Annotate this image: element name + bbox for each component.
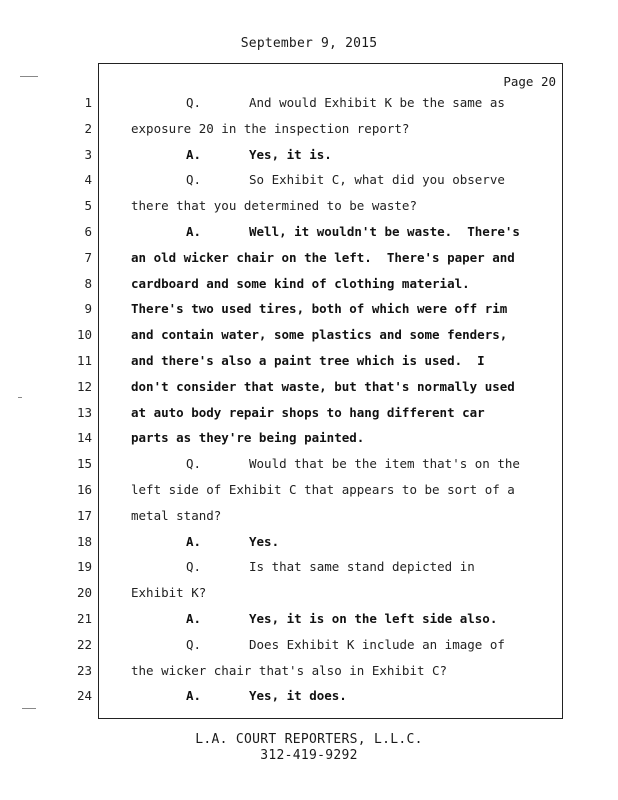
transcript-line-text: And would Exhibit K be the same as bbox=[249, 95, 505, 110]
line-number: 18 bbox=[76, 534, 92, 549]
transcript-line-text: Yes, it is. bbox=[249, 147, 332, 162]
line-number: 3 bbox=[84, 147, 92, 162]
speaker-label: Q. bbox=[186, 559, 202, 574]
speaker-label: A. bbox=[186, 534, 202, 549]
line-number: 20 bbox=[76, 585, 92, 600]
scan-speck bbox=[18, 397, 22, 398]
line-number: 9 bbox=[84, 301, 92, 316]
line-number: 16 bbox=[76, 482, 92, 497]
transcript-line-text: metal stand? bbox=[131, 508, 222, 523]
line-number: 22 bbox=[76, 637, 92, 652]
line-number: 6 bbox=[84, 224, 92, 239]
line-number: 24 bbox=[76, 688, 92, 703]
line-number: 13 bbox=[76, 405, 92, 420]
speaker-label: A. bbox=[186, 224, 202, 239]
footer-phone: 312-419-9292 bbox=[260, 748, 358, 763]
line-number: 4 bbox=[84, 172, 92, 187]
transcript-line-text: Does Exhibit K include an image of bbox=[249, 637, 505, 652]
transcript-date-header: September 9, 2015 bbox=[240, 36, 378, 51]
line-number: 5 bbox=[84, 198, 92, 213]
line-number: 7 bbox=[84, 250, 92, 265]
transcript-line-text: cardboard and some kind of clothing material. bbox=[131, 276, 470, 291]
transcript-line-text: and contain water, some plastics and some fenders, bbox=[131, 327, 508, 342]
transcript-line-text: at auto body repair shops to hang different car bbox=[131, 405, 485, 420]
transcript-line-text: there that you determined to be waste? bbox=[131, 198, 417, 213]
transcript-line-text: So Exhibit C, what did you observe bbox=[249, 172, 505, 187]
line-number: 12 bbox=[76, 379, 92, 394]
transcript-line-text: There's two used tires, both of which were off rim bbox=[131, 301, 508, 316]
transcript-line-text: Yes, it does. bbox=[249, 688, 347, 703]
speaker-label: Q. bbox=[186, 637, 202, 652]
line-number: 11 bbox=[76, 353, 92, 368]
page-number: Page 20 bbox=[503, 74, 556, 89]
transcript-line-text: exposure 20 in the inspection report? bbox=[131, 121, 410, 136]
transcript-line-text: Exhibit K? bbox=[131, 585, 207, 600]
speaker-label: A. bbox=[186, 147, 202, 162]
transcript-line-text: left side of Exhibit C that appears to be sort of a bbox=[131, 482, 515, 497]
speaker-label: Q. bbox=[186, 456, 202, 471]
transcript-line-text: Is that same stand depicted in bbox=[249, 559, 475, 574]
line-number: 15 bbox=[76, 456, 92, 471]
speaker-label: A. bbox=[186, 688, 202, 703]
line-number: 21 bbox=[76, 611, 92, 626]
line-number: 23 bbox=[76, 663, 92, 678]
transcript-line-text: Yes. bbox=[249, 534, 280, 549]
transcript-line-text: don't consider that waste, but that's normally used bbox=[131, 379, 515, 394]
footer-company: L.A. COURT REPORTERS, L.L.C. bbox=[195, 732, 423, 747]
line-number: 1 bbox=[84, 95, 92, 110]
line-number: 8 bbox=[84, 276, 92, 291]
line-number: 19 bbox=[76, 559, 92, 574]
speaker-label: Q. bbox=[186, 172, 202, 187]
line-number: 10 bbox=[76, 327, 92, 342]
transcript-line-text: the wicker chair that's also in Exhibit C? bbox=[131, 663, 448, 678]
transcript-line-text: an old wicker chair on the left. There's paper and bbox=[131, 250, 515, 265]
transcript-line-text: parts as they're being painted. bbox=[131, 430, 365, 445]
line-number: 2 bbox=[84, 121, 92, 136]
line-number: 14 bbox=[76, 430, 92, 445]
line-number: 17 bbox=[76, 508, 92, 523]
transcript-line-text: and there's also a paint tree which is used. I bbox=[131, 353, 485, 368]
scan-speck bbox=[22, 708, 36, 709]
transcript-line-text: Would that be the item that's on the bbox=[249, 456, 520, 471]
scan-speck bbox=[20, 76, 38, 77]
speaker-label: A. bbox=[186, 611, 202, 626]
speaker-label: Q. bbox=[186, 95, 202, 110]
transcript-line-text: Yes, it is on the left side also. bbox=[249, 611, 498, 626]
transcript-line-text: Well, it wouldn't be waste. There's bbox=[249, 224, 520, 239]
